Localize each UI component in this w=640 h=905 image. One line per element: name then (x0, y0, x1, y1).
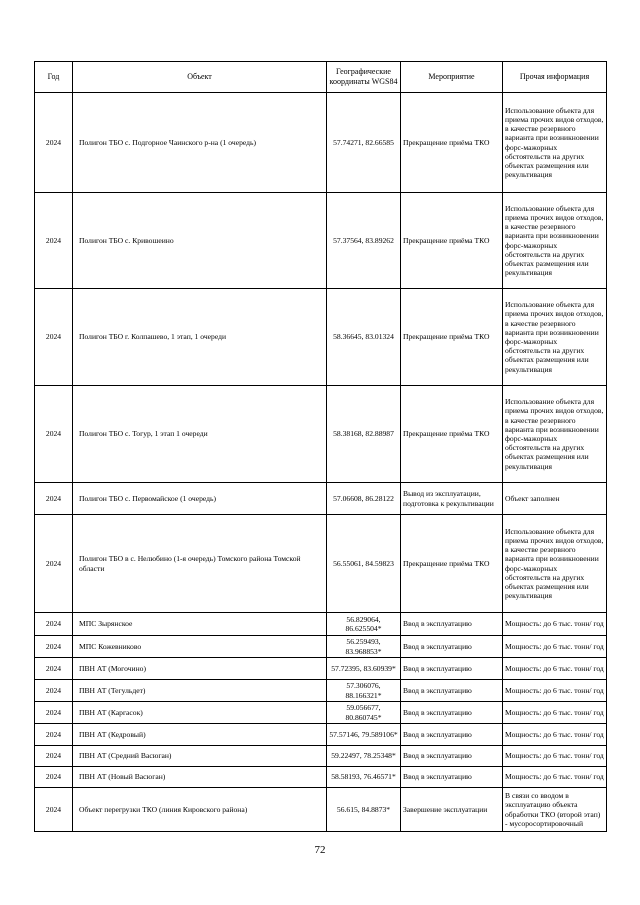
header-info: Прочая информация (503, 62, 607, 93)
cell-coords: 58.36645, 83.01324 (327, 289, 401, 386)
cell-object: Полигон ТБО с. Кривошеино (73, 193, 327, 289)
cell-year: 2024 (35, 193, 73, 289)
header-year: Год (35, 62, 73, 93)
cell-coords: 57.74271, 82.66585 (327, 93, 401, 193)
table-row (35, 93, 607, 193)
cell-object: ПВН АТ (Кедровый) (73, 724, 327, 746)
cell-info: Мощность: до 6 тыс. тонн/ год (503, 636, 607, 658)
cell-object: Полигон ТБО г. Колпашево, 1 этап, 1 очереди (73, 289, 327, 386)
cell-coords: 57.72395, 83.60939* (327, 658, 401, 680)
table-row (35, 724, 607, 746)
cell-coords: 57.37564, 83.89262 (327, 193, 401, 289)
cell-info: Мощность: до 6 тыс. тонн/ год (503, 658, 607, 680)
cell-event: Вывод из эксплуатации, подготовка к рекультивации (401, 483, 503, 515)
cell-year: 2024 (35, 515, 73, 613)
waste-facilities-table (34, 61, 607, 832)
cell-info: Мощность: до 6 тыс. тонн/ год (503, 680, 607, 702)
table-row (35, 746, 607, 767)
cell-info: Мощность: до 6 тыс. тонн/ год (503, 746, 607, 767)
cell-info: Использование объекта для приема прочих видов отходов, в качестве резервного варианта при возникновении форс-мажорных обстоятельств на других объектах размещения или рекультивация (503, 193, 607, 289)
cell-event: Ввод в эксплуатацию (401, 724, 503, 746)
cell-year: 2024 (35, 636, 73, 658)
cell-year: 2024 (35, 724, 73, 746)
cell-event: Прекращение приёма ТКО (401, 289, 503, 386)
cell-object: ПВН АТ (Новый Васюган) (73, 767, 327, 788)
cell-object: Полигон ТБО в с. Нелюбино (1-я очередь) Томского района Томской области (73, 515, 327, 613)
cell-event: Ввод в эксплуатацию (401, 636, 503, 658)
cell-info: Мощность: до 6 тыс. тонн/ год (503, 613, 607, 636)
cell-coords: 57.57146, 79.589106* (327, 724, 401, 746)
cell-object: Полигон ТБО с. Подгорное Чаинского р-на (1 очередь) (73, 93, 327, 193)
cell-info: Объект заполнен (503, 483, 607, 515)
table-row (35, 613, 607, 636)
cell-coords: 58.38168, 82.88987 (327, 386, 401, 483)
table-row (35, 658, 607, 680)
cell-event: Прекращение приёма ТКО (401, 193, 503, 289)
cell-coords: 57.06608, 86.28122 (327, 483, 401, 515)
cell-info: Использование объекта для приема прочих видов отходов, в качестве резервного варианта при возникновении форс-мажорных обстоятельств на других объектах размещения или рекультивация (503, 515, 607, 613)
table-row (35, 483, 607, 515)
cell-info: Мощность: до 6 тыс. тонн/ год (503, 767, 607, 788)
cell-coords: 56.829064, 86.625504* (327, 613, 401, 636)
cell-info: В связи со вводом в эксплуатацию объекта обработки ТКО (второй этап) - мусоросортировочный (503, 788, 607, 832)
table-header-row (35, 62, 607, 93)
cell-coords: 59.22497, 78.25348* (327, 746, 401, 767)
cell-object: ПВН АТ (Каргасок) (73, 702, 327, 724)
cell-info: Мощность: до 6 тыс. тонн/ год (503, 724, 607, 746)
cell-object: МПС Зырянское (73, 613, 327, 636)
cell-coords: 56.55061, 84.59823 (327, 515, 401, 613)
table-row (35, 193, 607, 289)
cell-coords: 57.306076, 88.166321* (327, 680, 401, 702)
table-row (35, 386, 607, 483)
header-event: Мероприятие (401, 62, 503, 93)
page-number: 72 (314, 844, 326, 856)
table-row (35, 788, 607, 832)
cell-event: Ввод в эксплуатацию (401, 767, 503, 788)
header-coords: Географические координаты WGS84 (327, 62, 401, 93)
cell-event: Ввод в эксплуатацию (401, 658, 503, 680)
cell-year: 2024 (35, 658, 73, 680)
table-row (35, 767, 607, 788)
cell-object: ПВН АТ (Тегульдет) (73, 680, 327, 702)
cell-year: 2024 (35, 680, 73, 702)
cell-object: ПВН АТ (Средний Васюган) (73, 746, 327, 767)
cell-coords: 56.615, 84.8873* (327, 788, 401, 832)
table-row (35, 289, 607, 386)
header-object: Объект (73, 62, 327, 93)
cell-year: 2024 (35, 702, 73, 724)
cell-event: Ввод в эксплуатацию (401, 746, 503, 767)
cell-year: 2024 (35, 483, 73, 515)
cell-event: Прекращение приёма ТКО (401, 93, 503, 193)
cell-event: Ввод в эксплуатацию (401, 680, 503, 702)
cell-year: 2024 (35, 386, 73, 483)
cell-object: Объект перегрузки ТКО (линия Кировского района) (73, 788, 327, 832)
cell-year: 2024 (35, 613, 73, 636)
cell-year: 2024 (35, 788, 73, 832)
table-row (35, 680, 607, 702)
cell-info: Использование объекта для приема прочих видов отходов, в качестве резервного варианта при возникновении форс-мажорных обстоятельств на других объектах размещения или рекультивация (503, 289, 607, 386)
cell-event: Ввод в эксплуатацию (401, 613, 503, 636)
table-row (35, 636, 607, 658)
cell-year: 2024 (35, 93, 73, 193)
cell-year: 2024 (35, 289, 73, 386)
cell-info: Использование объекта для приема прочих видов отходов, в качестве резервного варианта при возникновении форс-мажорных обстоятельств на других объектах размещения или рекультивация (503, 93, 607, 193)
cell-info: Использование объекта для приема прочих видов отходов, в качестве резервного варианта при возникновении форс-мажорных обстоятельств на других объектах размещения или рекультивация (503, 386, 607, 483)
table-row (35, 515, 607, 613)
cell-object: Полигон ТБО с. Тогур, 1 этап 1 очереди (73, 386, 327, 483)
cell-year: 2024 (35, 767, 73, 788)
cell-coords: 58.58193, 76.46571* (327, 767, 401, 788)
cell-object: Полигон ТБО с. Первомайское (1 очередь) (73, 483, 327, 515)
cell-object: ПВН АТ (Могочино) (73, 658, 327, 680)
cell-event: Прекращение приёма ТКО (401, 515, 503, 613)
cell-object: МПС Кожевниково (73, 636, 327, 658)
cell-year: 2024 (35, 746, 73, 767)
table-row (35, 702, 607, 724)
cell-event: Завершение эксплуатации (401, 788, 503, 832)
cell-info: Мощность: до 6 тыс. тонн/ год (503, 702, 607, 724)
cell-coords: 59.056677, 80.860745* (327, 702, 401, 724)
cell-event: Ввод в эксплуатацию (401, 702, 503, 724)
cell-event: Прекращение приёма ТКО (401, 386, 503, 483)
cell-coords: 56.259493, 83.968853* (327, 636, 401, 658)
